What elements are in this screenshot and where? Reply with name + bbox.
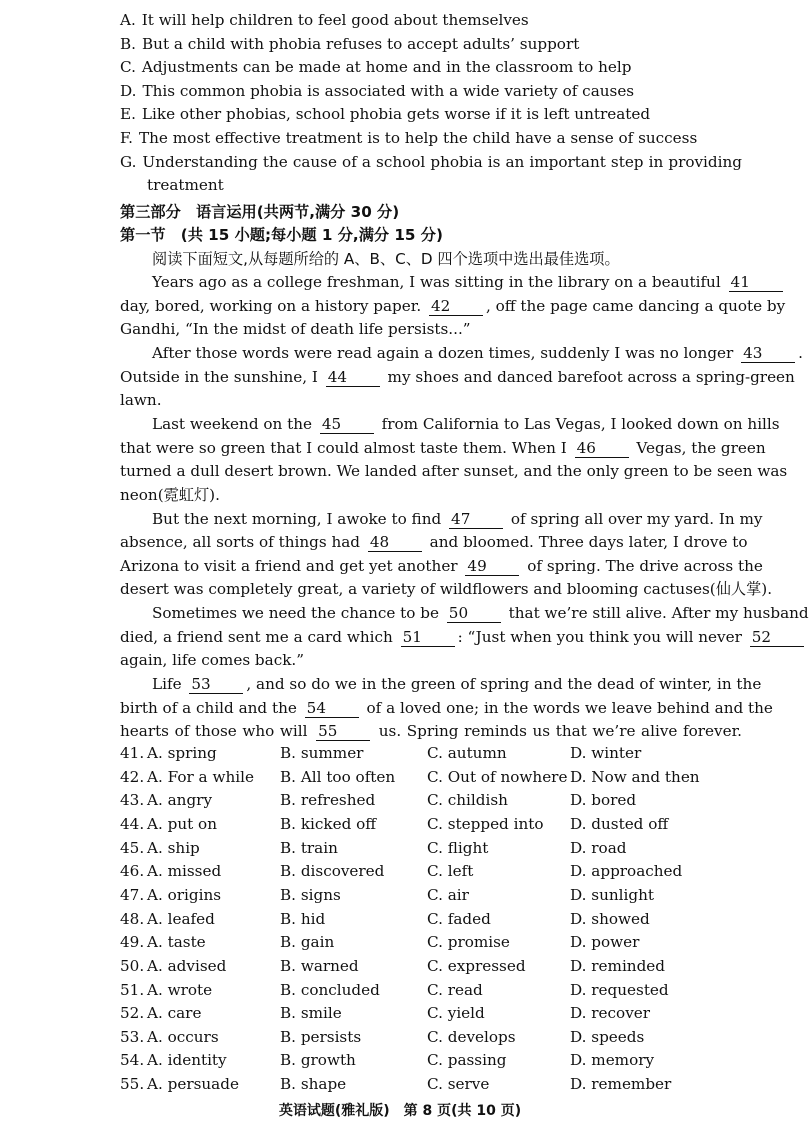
option-c: C. faded — [427, 909, 491, 928]
question-row — [120, 837, 760, 861]
passage-line — [152, 602, 809, 625]
option-a: A. care — [147, 1004, 202, 1023]
option-text: Like other phobias, school phobia gets worse if it is left untreated — [141, 105, 651, 124]
option-line — [120, 103, 742, 126]
passage-text: Vegas, the green — [631, 438, 766, 457]
option-c: C. autumn — [427, 744, 507, 762]
passage-line — [120, 295, 786, 318]
passage-line — [120, 318, 742, 341]
option-b: B. summer — [280, 744, 364, 762]
question-row — [120, 1073, 760, 1097]
passage-text: Outside in the sunshine, I — [120, 367, 323, 386]
passage-text: neon(霓虹灯). — [120, 485, 220, 504]
option-d: D. remember — [570, 1075, 672, 1094]
option-a: A. origins — [147, 885, 222, 904]
passage-text: , off the page came dancing a quote by — [486, 296, 786, 315]
option-a: A. persuade — [147, 1075, 239, 1094]
question-row — [120, 1049, 760, 1073]
passage-text: After those words were read again a dozen times, suddenly I was no longer — [152, 343, 739, 362]
passage-line — [120, 555, 763, 578]
question-number: 50. — [120, 956, 145, 975]
passage-line — [120, 720, 742, 743]
option-a: A. identity — [147, 1051, 227, 1070]
passage-line — [120, 366, 795, 389]
option-text: This common phobia is associated with a wide variety of causes — [142, 81, 635, 100]
passage-text: birth of a child and the — [120, 698, 302, 717]
blank-44: 44 — [326, 368, 380, 387]
option-line — [120, 151, 742, 174]
passage-line — [152, 342, 803, 365]
passage-text: hearts of those who will — [120, 722, 314, 741]
option-line — [120, 56, 742, 79]
option-d: D. memory — [570, 1051, 655, 1070]
option-text: Adjustments can be made at home and in the classroom to help — [141, 58, 632, 77]
question-number: 43. — [120, 791, 145, 810]
option-d: D. road — [570, 838, 627, 857]
option-d: D. approached — [570, 862, 683, 881]
question-number: 51. — [120, 980, 145, 999]
option-a: A. angry — [147, 791, 213, 810]
passage-text: : “Just when you think you will never — [457, 627, 747, 646]
option-d: D. reminded — [570, 956, 666, 975]
passage-text: Sometimes we need the chance to be — [152, 604, 444, 623]
option-letter: G. — [120, 152, 137, 171]
passage-line — [120, 437, 766, 460]
passage-text: Gandhi, “In the midst of death life persists...” — [120, 320, 471, 339]
option-line — [147, 174, 742, 197]
passage-text: again, life comes back.” — [120, 651, 305, 670]
option-b: B. signs — [280, 885, 341, 904]
question-row — [120, 884, 760, 908]
blank-53: 53 — [189, 675, 243, 694]
passage-text: my shoes and danced barefoot across a spring-green — [382, 367, 795, 386]
passage-text: Last weekend on the — [152, 414, 317, 433]
option-text: It will help children to feel good about themselves — [141, 11, 529, 29]
option-d: D. showed — [570, 909, 650, 928]
option-b: B. gain — [280, 933, 335, 952]
option-c: C. passing — [427, 1051, 507, 1070]
option-line — [120, 33, 742, 56]
question-row — [120, 813, 760, 837]
passage-text: from California to Las Vegas, I looked down on hills — [376, 414, 780, 433]
option-d: D. recover — [570, 1004, 651, 1023]
passage-line — [120, 578, 773, 601]
question-number: 44. — [120, 814, 145, 833]
option-letter: C. — [120, 58, 136, 77]
option-c: C. flight — [427, 838, 489, 857]
option-c: C. read — [427, 980, 483, 999]
passage-text: of spring all over my yard. In my — [506, 509, 763, 528]
question-row — [120, 955, 760, 979]
option-b: B. refreshed — [280, 791, 376, 810]
question-number: 45. — [120, 838, 145, 857]
passage-text: But the next morning, I awoke to find — [152, 509, 447, 528]
option-b: B. kicked off — [280, 814, 377, 833]
question-number: 47. — [120, 885, 145, 904]
option-a: A. leafed — [147, 909, 215, 928]
passage-text: and bloomed. Three days later, I drove to — [424, 533, 748, 552]
option-c: C. stepped into — [427, 814, 544, 833]
option-d: D. sunlight — [570, 885, 654, 904]
passage-line — [152, 413, 780, 436]
option-d: D. bored — [570, 791, 637, 810]
question-number: 49. — [120, 933, 145, 952]
question-number: 48. — [120, 909, 145, 928]
option-b: B. smile — [280, 1004, 342, 1023]
option-a: A. advised — [147, 956, 227, 975]
question-number: 52. — [120, 1004, 145, 1023]
blank-51: 51 — [401, 628, 455, 647]
blank-47: 47 — [449, 510, 503, 529]
option-a: A. For a while — [147, 767, 254, 786]
page-footer: 英语试题(雅礼版) 第 8 页(共 10 页) — [278, 1103, 522, 1119]
option-b: B. concluded — [280, 980, 380, 999]
passage-text: Life — [152, 675, 187, 694]
passage-text: lawn. — [120, 391, 162, 410]
option-b: B. persists — [280, 1027, 362, 1046]
option-b: B. hid — [280, 909, 326, 928]
option-b: B. train — [280, 838, 338, 857]
passage-line — [152, 271, 750, 294]
question-number: 41. — [120, 744, 145, 762]
blank-54: 54 — [305, 699, 359, 718]
option-c: C. air — [427, 885, 469, 904]
passage-line — [152, 673, 762, 696]
blank-52: 52 — [750, 628, 804, 647]
option-a: A. spring — [147, 744, 217, 762]
option-text: The most effective treatment is to help the child have a sense of success — [139, 129, 698, 147]
blank-45: 45 — [320, 415, 374, 434]
passage-text: turned a dull desert brown. We landed after sunset, and the only green to be seen was — [120, 462, 788, 481]
option-c: C. serve — [427, 1075, 490, 1094]
option-c: C. promise — [427, 933, 510, 952]
passage-text: . — [798, 343, 803, 362]
question-row — [120, 789, 760, 813]
passage-text: of spring. The drive across the — [522, 556, 763, 575]
passage-text: us. Spring reminds us that we’re alive forever. — [373, 722, 742, 741]
option-c: C. expressed — [427, 956, 526, 975]
option-c: C. childish — [427, 791, 508, 810]
option-text: treatment — [147, 176, 224, 195]
option-line — [120, 9, 742, 32]
option-c: C. Out of nowhere — [427, 767, 568, 786]
passage-text: that were so green that I could almost taste them. When I — [120, 438, 572, 457]
option-a: A. put on — [147, 814, 217, 833]
option-letter: F. — [120, 129, 133, 147]
option-d: D. speeds — [570, 1027, 645, 1046]
option-b: B. All too often — [280, 767, 396, 786]
question-row — [120, 1002, 760, 1026]
passage-text: Arizona to visit a friend and get yet another — [120, 556, 463, 575]
option-letter: D. — [120, 81, 137, 100]
question-number: 53. — [120, 1027, 145, 1046]
question-row — [120, 931, 760, 955]
blank-50: 50 — [447, 604, 501, 623]
option-a: A. occurs — [147, 1027, 219, 1046]
option-a: A. wrote — [147, 980, 213, 999]
question-row — [120, 1026, 760, 1050]
passage-text: , and so do we in the green of spring and the dead of winter, in the — [246, 675, 762, 694]
passage-line — [120, 649, 742, 672]
option-c: C. develops — [427, 1027, 516, 1046]
option-letter: A. — [120, 11, 136, 29]
question-row — [120, 860, 760, 884]
passage-text: Years ago as a college freshman, I was sitting in the library on a beautiful — [152, 273, 726, 291]
passage-text: died, a friend sent me a card which — [120, 627, 398, 646]
question-number: 46. — [120, 862, 145, 881]
option-line — [120, 127, 742, 150]
passage-text: absence, all sorts of things had — [120, 533, 365, 552]
question-row — [120, 742, 760, 766]
passage-line — [152, 508, 763, 531]
option-text: Understanding the cause of a school phobia is an important step in providing — [142, 152, 742, 171]
passage-text: desert was completely great, a variety of wildflowers and blooming cactuses(仙人掌). — [120, 580, 773, 599]
question-number: 55. — [120, 1075, 145, 1094]
blank-42: 42 — [429, 297, 483, 316]
option-d: D. dusted off — [570, 814, 669, 833]
instruction: 阅读下面短文,从每题所给的 A、B、C、D 四个选项中选出最佳选项。 — [152, 250, 620, 268]
passage-text: day, bored, working on a history paper. — [120, 296, 426, 315]
blank-49: 49 — [465, 557, 519, 576]
option-d: D. power — [570, 933, 640, 952]
passage-line — [120, 460, 788, 483]
passage-text: that we’re still alive. After my husband — [503, 604, 809, 623]
option-text: But a child with phobia refuses to accept adults’ support — [142, 34, 580, 53]
passage-line — [120, 697, 773, 720]
option-a: A. missed — [147, 862, 222, 881]
passage-line — [120, 484, 742, 507]
passage-line — [120, 626, 772, 649]
blank-48: 48 — [368, 533, 422, 552]
option-letter: E. — [120, 105, 136, 124]
option-d: D. Now and then — [570, 767, 700, 786]
blank-41: 41 — [729, 273, 783, 292]
option-a: A. ship — [147, 838, 200, 857]
option-b: B. discovered — [280, 862, 385, 881]
question-row — [120, 979, 760, 1003]
question-row — [120, 908, 760, 932]
option-b: B. shape — [280, 1075, 347, 1094]
passage-text: of a loved one; in the words we leave behind and the — [361, 698, 773, 717]
option-a: A. taste — [147, 933, 206, 952]
option-c: C. yield — [427, 1004, 485, 1023]
question-number: 42. — [120, 767, 145, 786]
option-d: D. requested — [570, 980, 669, 999]
option-line — [120, 80, 742, 103]
blank-43: 43 — [741, 344, 795, 363]
passage-line — [120, 389, 742, 412]
section1-title: 第一节 (共 15 小题;每小题 1 分,满分 15 分) — [120, 226, 443, 244]
option-letter: B. — [120, 34, 136, 53]
question-row — [120, 766, 760, 790]
passage-line — [120, 531, 748, 554]
blank-55: 55 — [316, 722, 370, 741]
option-d: D. winter — [570, 744, 642, 762]
option-b: B. growth — [280, 1051, 356, 1070]
question-number: 54. — [120, 1051, 145, 1070]
option-c: C. left — [427, 862, 474, 881]
option-b: B. warned — [280, 956, 359, 975]
part3-title: 第三部分 语言运用(共两节,满分 30 分) — [120, 203, 400, 221]
blank-46: 46 — [575, 439, 629, 458]
